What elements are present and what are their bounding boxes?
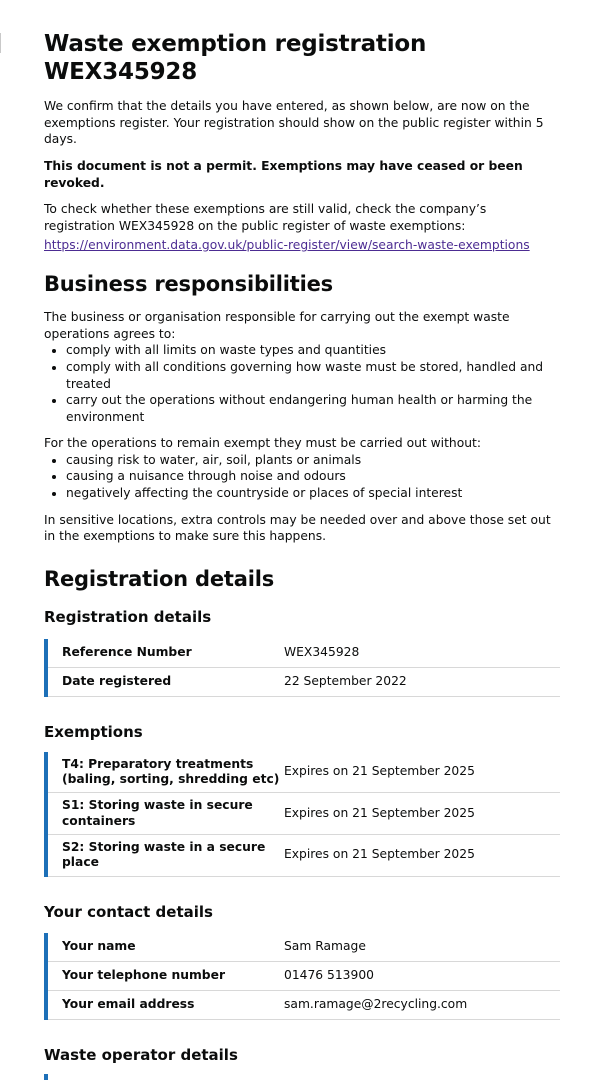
table-row bbox=[48, 962, 560, 991]
list-item: • comply with all limits on waste types and quantities bbox=[66, 342, 560, 359]
list-item: • negatively affecting the countryside or places of special interest bbox=[66, 485, 560, 502]
row-key: Your name bbox=[62, 939, 136, 954]
business-responsibilities-heading: Business responsibilities bbox=[44, 271, 333, 296]
exempt-bullet-list bbox=[44, 452, 560, 502]
table-row bbox=[48, 991, 560, 1020]
row-key: T4: Preparatory treatments (baling, sorting, shredding etc) bbox=[62, 756, 280, 786]
row-value: sam.ramage@2recycling.com bbox=[284, 997, 468, 1012]
contact-details-table bbox=[44, 933, 560, 1020]
waste-operator-details-heading: Waste operator details bbox=[44, 1046, 238, 1065]
table-row bbox=[48, 639, 560, 668]
contact-details-heading: Your contact details bbox=[44, 902, 213, 921]
row-value: 22 September 2022 bbox=[284, 673, 407, 688]
row-key: S1: Storing waste in secure containers bbox=[62, 798, 253, 828]
table-row bbox=[48, 793, 560, 835]
row-value: WEX345928 bbox=[284, 644, 360, 659]
row-value: 01476 513900 bbox=[284, 968, 374, 983]
page-title: Waste exemption registration WEX345928 bbox=[44, 31, 427, 85]
row-key: Your telephone number bbox=[62, 968, 226, 983]
row-value: Expires on 21 September 2025 bbox=[284, 763, 475, 778]
table-row bbox=[48, 668, 560, 697]
row-key: Your email address bbox=[62, 997, 195, 1012]
row-key: S2: Storing waste in a secure place bbox=[62, 839, 266, 870]
check-validity-paragraph: To check whether these exemptions are still valid, check the company’s registration WEX345928 on the public register of waste exemptions: bbox=[44, 202, 487, 233]
exemptions-table bbox=[44, 752, 560, 877]
intro-paragraph: We confirm that the details you have entered, as shown below, are now on the exemptions register. Your registration should show on the public register within 5 days. bbox=[44, 99, 544, 147]
public-register-link[interactable]: https://environment.data.gov.uk/public-register/view/search-waste-exemptions bbox=[44, 238, 530, 253]
table-row bbox=[48, 752, 560, 794]
table-row bbox=[48, 835, 560, 877]
registration-details-table bbox=[44, 639, 560, 697]
list-item: • carry out the operations without endangering human health or harming the environment bbox=[66, 392, 560, 425]
row-value: Expires on 21 September 2025 bbox=[284, 847, 475, 862]
agrees-bullet-list bbox=[44, 342, 560, 425]
waste-operator-details-table-partial bbox=[44, 1074, 560, 1080]
exemptions-heading: Exemptions bbox=[44, 722, 143, 741]
table-row bbox=[48, 933, 560, 962]
row-value: Expires on 21 September 2025 bbox=[284, 805, 475, 820]
registration-details-subheading: Registration details bbox=[44, 608, 212, 627]
title-left-rule bbox=[0, 33, 1, 53]
registration-details-heading: Registration details bbox=[44, 566, 275, 591]
document-content bbox=[44, 0, 560, 1080]
list-item: • causing risk to water, air, soil, plants or animals bbox=[66, 452, 560, 469]
list-item: • causing a nuisance through noise and odours bbox=[66, 468, 560, 485]
exempt-intro-text: For the operations to remain exempt they must be carried out without: bbox=[44, 436, 481, 451]
permit-warning-text: This document is not a permit. Exemptions may have ceased or been revoked. bbox=[44, 158, 523, 190]
sensitive-locations-note: In sensitive locations, extra controls may be needed over and above those set out in the exemptions to make sure this happens. bbox=[44, 512, 551, 544]
row-value: Sam Ramage bbox=[284, 939, 366, 954]
row-key: Date registered bbox=[62, 673, 172, 688]
list-item: • comply with all conditions governing how waste must be stored, handled and treated bbox=[66, 359, 560, 392]
row-key: Reference Number bbox=[62, 644, 192, 659]
agrees-intro-text: The business or organisation responsible for carrying out the exempt waste operations agrees to: bbox=[44, 310, 510, 341]
